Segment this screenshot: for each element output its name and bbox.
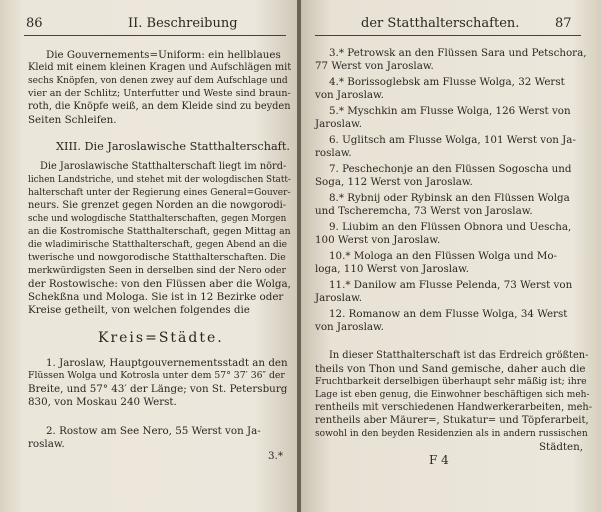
entry-line: 3.* Petrowsk an den Flüssen Sara und Petschora, — [329, 47, 587, 59]
entry-line: 7. Peschechonje an den Flüssen Sogoscha und — [329, 163, 572, 175]
entry1-line: 830, von Moskau 240 Werst. — [28, 396, 177, 408]
section-heading: XIII. Die Jaroslawische Statthalterschaft. — [56, 140, 290, 153]
entry-line: 9. Liubim an den Flüssen Obnora und Uescha, — [329, 221, 572, 233]
entry2-line: 2. Rostow am See Nero, 55 Werst von Ja- — [46, 425, 261, 437]
left-page-number: 86 — [26, 16, 43, 31]
para2-line: Kreise getheilt, von welchen folgendes die — [28, 304, 250, 316]
left-catchword: 3.* — [268, 450, 283, 462]
right-page-number: 87 — [555, 16, 572, 31]
entry-line: 100 Werst von Jaroslaw. — [315, 234, 441, 246]
para2-line: halterschaft unter der Regierung eines General=Gouver- — [28, 188, 291, 198]
para-line: In dieser Statthalterschaft ist das Erdreich größten- — [329, 350, 589, 361]
entry-line: 10.* Mologa an den Flüssen Wolga und Mo- — [329, 250, 558, 262]
entry-line: 4.* Borissoglebsk am Flusse Wolga, 32 Werst — [329, 76, 565, 88]
para2-line: die wladimirische Statthalterschaft, gegen Abend an die — [28, 240, 287, 250]
para-line: Fruchtbarkeit derselbigen überhaupt sehr mäßig ist; ihre — [315, 376, 587, 387]
entry-line: von Jaroslaw. — [315, 321, 384, 333]
para-line: theils von Thon und Sand gemische, daher auch die — [315, 363, 586, 375]
para2-line: merkwürdigsten Seen in derselben sind der Nero oder — [28, 265, 287, 276]
entry-line: Jaroslaw. — [315, 118, 362, 130]
entry-line: von Jaroslaw. — [315, 89, 384, 101]
para2-line: twerische und nowgorodische Statthalterschaften. Die — [28, 252, 286, 263]
entry2-line: roslaw. — [28, 438, 65, 450]
entry-line: loga, 110 Werst von Jaroslaw. — [315, 263, 470, 275]
left-header-rule — [24, 35, 286, 36]
para1-line: vier an der Schlitz; Unterfutter und Weste sind braun- — [28, 88, 291, 99]
entry-line: 8.* Rybnij oder Rybinsk an den Flüssen Wolga — [329, 192, 570, 204]
para2-line: lichen Landstriche, und stehet mit der wologdischen Statt- — [28, 175, 291, 185]
para-line: sowohl in den beyden Residenzien als in andern russischen — [315, 429, 588, 439]
entry-line: Jaroslaw. — [315, 292, 362, 304]
left-page — [0, 0, 299, 512]
right-running-head: der Statthalterschaften. — [361, 16, 520, 31]
right-page — [301, 0, 601, 512]
para2-line: neurs. Sie grenzet gegen Norden an die nowgorodi- — [28, 200, 287, 211]
para2-line: sche und wologdische Statthalterschaften, gegen Morgen — [28, 214, 287, 224]
entry-line: 5.* Myschkin am Flusse Wolga, 126 Werst von — [329, 105, 571, 117]
para2-line: der Rostowische: von den Flüssen aber die Wolga, — [28, 278, 291, 290]
para-line: rentheils aber Mäurer=, Stukatur= und Töpferarbeit, — [315, 415, 589, 426]
para2-line: an die Kostromische Statthalterschaft, gegen Mittag an — [28, 226, 291, 237]
entry1-line: Breite, und 57° 43′ der Länge; von St. Petersburg — [28, 383, 288, 395]
entry-line: Soga, 112 Werst von Jaroslaw. — [315, 176, 473, 188]
para1-line: sechs Knöpfen, von denen zwey auf dem Aufschlage und — [28, 76, 288, 86]
entry-line: und Tscheremcha, 73 Werst von Jaroslaw. — [315, 205, 533, 217]
para1-line: roth, die Knöpfe weiß, an dem Kleide sind zu beyden — [28, 101, 291, 112]
entry1-line: 1. Jaroslaw, Hauptgouvernementsstadt an den — [46, 357, 288, 369]
entry-line: 11.* Danilow am Flusse Pelenda, 73 Werst von — [329, 279, 573, 291]
entry1-line: Flüssen Wolga und Kotrosla unter dem 57° 37′ 36″ der — [28, 370, 285, 381]
para1-line: Die Gouvernements=Uniform: ein hellblaues — [46, 49, 281, 61]
para2-line: Die Jaroslawische Statthalterschaft liegt im nörd- — [40, 161, 287, 172]
para-line: Lage ist eben genug, die Einwohner beschäftigen sich meh- — [315, 390, 590, 400]
para1-line: Seiten Schleifen. — [28, 114, 117, 126]
left-running-head: II. Beschreibung — [128, 16, 238, 31]
entry-line: 77 Werst von Jaroslaw. — [315, 60, 434, 72]
right-header-rule — [315, 35, 581, 36]
signature-mark: F 4 — [429, 453, 449, 467]
para1-line: Kleid mit einem kleinen Kragen und Aufschlägen mit — [28, 62, 292, 73]
para-line: rentheils mit verschiedenen Handwerkerarbeiten, meh- — [315, 402, 593, 413]
entry-line: 6. Uglitsch am Flusse Wolga, 101 Werst von Ja- — [329, 134, 576, 146]
para2-line: Schekßna und Mologa. Sie ist in 12 Bezirke oder — [28, 291, 284, 303]
entry-line: 12. Romanow an dem Flusse Wolga, 34 Werst — [329, 308, 568, 320]
para-last-line: Städten, — [539, 441, 584, 453]
entry-line: roslaw. — [315, 147, 352, 159]
kreis-staedte-heading: Kreis=Städte. — [98, 330, 224, 346]
